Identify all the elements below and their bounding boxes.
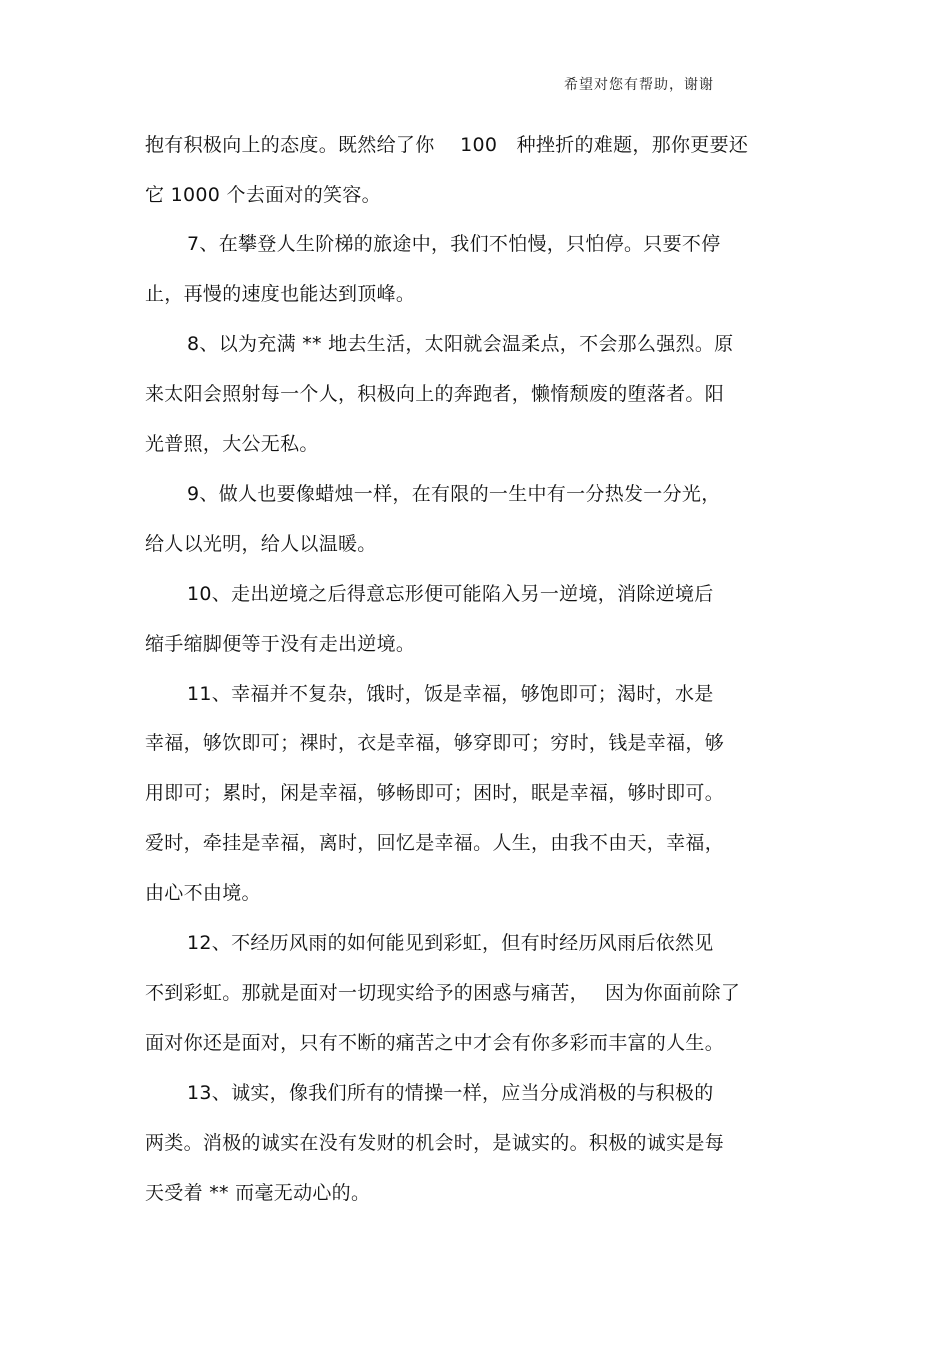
- text-line: 由心不由境。: [145, 882, 261, 904]
- text-line: 10、走出逆境之后得意忘形便可能陷入另一逆境，消除逆境后: [187, 583, 714, 605]
- text-line: 给人以光明，给人以温暖。: [145, 533, 377, 555]
- text-line: 它 1000 个去面对的笑容。: [145, 184, 381, 206]
- text-line: 12、不经历风雨的如何能见到彩虹，但有时经历风雨后依然见: [187, 932, 714, 954]
- text-line: 不到彩虹。那就是面对一切现实给予的困惑与痛苦， 因为你面前除了: [145, 982, 741, 1004]
- text-line: 幸福，够饮即可；裸时，衣是幸福，够穿即可；穷时，钱是幸福，够: [145, 732, 725, 754]
- text-line: 天受着 ** 而毫无动心的。: [145, 1182, 371, 1204]
- page-header: 希望对您有帮助，谢谢: [564, 77, 714, 93]
- text-line: 止，再慢的速度也能达到顶峰。: [145, 283, 416, 305]
- text-line: 缩手缩脚便等于没有走出逆境。: [145, 633, 416, 655]
- text-line: 8、以为充满 ** 地去生活，太阳就会温柔点，不会那么强烈。原: [187, 333, 734, 355]
- text-line: 9、做人也要像蜡烛一样，在有限的一生中有一分热发一分光，: [187, 483, 721, 505]
- text-line: 用即可；累时，闲是幸福，够畅即可；困时，眠是幸福，够时即可。: [145, 782, 725, 804]
- text-line: 光普照，大公无私。: [145, 433, 319, 455]
- text-line: 来太阳会照射每一个人，积极向上的奔跑者，懒惰颓废的堕落者。阳: [145, 383, 725, 405]
- text-line: 13、诚实，像我们所有的情操一样，应当分成消极的与积极的: [187, 1082, 714, 1104]
- text-line: 7、在攀登人生阶梯的旅途中，我们不怕慢，只怕停。只要不停: [187, 233, 721, 255]
- text-line: 面对你还是面对，只有不断的痛苦之中才会有你多彩而丰富的人生。: [145, 1032, 725, 1054]
- text-line: 抱有积极向上的态度。既然给了你 100 种挫折的难题，那你更要还: [145, 134, 749, 156]
- text-line: 爱时，牵挂是幸福，离时，回忆是幸福。人生，由我不由天，幸福，: [145, 832, 725, 854]
- text-line: 11、幸福并不复杂，饿时，饭是幸福，够饱即可；渴时，水是: [187, 683, 714, 705]
- text-line: 两类。消极的诚实在没有发财的机会时，是诚实的。积极的诚实是每: [145, 1132, 725, 1154]
